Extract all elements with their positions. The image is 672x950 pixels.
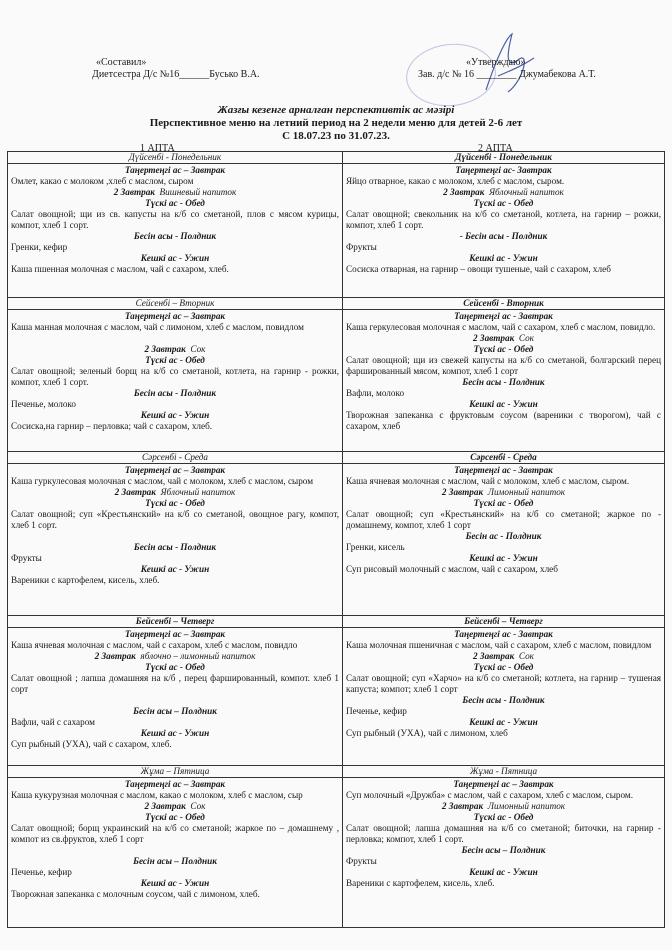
second-breakfast-item: Яблочный напиток (489, 187, 564, 197)
second-breakfast-item: Лимонный напиток (487, 487, 566, 497)
breakfast-heading: Таңертеңгі ас - Завтрак (454, 629, 553, 639)
breakfast-heading: Таңертеңгі ас – Завтрак (453, 779, 554, 789)
day-header-week2: Сейсенбі - Вторник (343, 298, 665, 310)
breakfast-heading: Таңертеңгі ас – Завтрак (124, 165, 226, 175)
dinner-items: Суп рыбный (УХА), чай с сахаром, хлеб. (11, 739, 172, 749)
day-header-week2: Дүйсенбі - Понедельник (343, 152, 665, 164)
second-breakfast-label: 2 Завтрак (144, 801, 186, 811)
menu-cell-week1 (8, 778, 343, 928)
breakfast-heading: Таңертеңгі ас - Завтрак (454, 311, 553, 321)
menu-cell-week1 (8, 628, 343, 766)
week-1-label: 1 АПТА (140, 143, 175, 154)
title-kazakh: Жазғы кезенге арналған перспективтік ас мәзірі (217, 104, 455, 116)
second-breakfast (11, 487, 339, 498)
breakfast-items: Каша гуркулесовая молочная с маслом, чай с молоком, хлеб с маслом, сыром (11, 476, 314, 486)
lunch-items: Салат овощной; борщ украинский на к/б со сметаной; жаркое по – домашнему , компот из св.фруктов, хлеб 1 сорт (11, 823, 339, 844)
composer-block (92, 57, 260, 81)
dinner-items: Вареники с картофелем, кисель, хлеб. (11, 575, 160, 585)
day-header-week1: Дүйсенбі - Понедельник (8, 152, 343, 164)
menu-cell-week2 (343, 464, 665, 616)
snack-items: Печенье, кефир (11, 867, 72, 877)
second-breakfast-item: Вишневый напиток (159, 187, 237, 197)
second-breakfast-item: яблочно – лимонный напиток (140, 651, 256, 661)
second-breakfast (11, 651, 339, 662)
lunch-heading: Түскі ас - Обед (145, 662, 205, 672)
second-breakfast-label: 2 Завтрак (473, 333, 515, 343)
snack-items: Печенье, кефир (346, 706, 407, 716)
dinner-items: Творожная запеканка с фруктовым соусом (вареники с творогом), чай с сахаром, хлеб (346, 410, 661, 431)
dinner-items: Каша пшенная молочная с маслом, чай с сахаром, хлеб. (11, 264, 229, 274)
dinner-items: Вареники с картофелем, кисель, хлеб. (346, 878, 495, 888)
lunch-heading: Түскі ас - Обед (145, 355, 205, 365)
lunch-heading: Түскі ас - Обед (145, 812, 205, 822)
second-breakfast (11, 801, 339, 812)
breakfast-heading: Таңертеңгі ас – Завтрак (124, 629, 226, 639)
dinner-items: Сосиска,на гарнир – перловка; чай с сахаром, хлеб. (11, 421, 213, 431)
second-breakfast (346, 801, 661, 812)
second-breakfast-label: 2 Завтрак (113, 187, 155, 197)
day-header-week2: Бейсенбі – Четверг (343, 616, 665, 628)
lunch-heading: Түскі ас - Обед (473, 198, 534, 208)
second-breakfast-item: Сок (190, 344, 206, 354)
week-2-label: 2 АПТА (478, 143, 513, 154)
snack-items: Гренки, кефир (11, 242, 68, 252)
snack-heading: Бесін асы - Полдник (133, 388, 217, 398)
dinner-items: Творожная запеканка с молочным соусом, чай с лимоном, хлеб. (11, 889, 260, 899)
dinner-heading: Кешкі ас - Ужин (469, 717, 538, 727)
day-header-row (8, 616, 665, 628)
approver-signature-line: Зав. д/с № 16 ________ Джумабекова А.Т. (418, 69, 596, 80)
second-breakfast (346, 651, 661, 662)
day-header-week1: Бейсенбі – Четверг (8, 616, 343, 628)
menu-cell-week1 (8, 310, 343, 452)
snack-items: Фрукты (346, 856, 377, 866)
day-header-week2: Жұма - Пятница (343, 766, 665, 778)
dinner-heading: Кешкі ас - Ужин (469, 553, 538, 563)
dinner-heading: Кешкі ас - Ужин (469, 399, 538, 409)
dinner-heading: Кешкі ас - Ужин (140, 410, 210, 420)
lunch-items: Салат овощной; зеленый борщ на к/б со сметаной, котлета, на гарнир - рожки, компот, хлеб 1 сорт. (11, 366, 339, 387)
second-breakfast-label: 2 Завтрак (441, 487, 484, 497)
day-header-row (8, 452, 665, 464)
breakfast-items: Каша манная молочная с маслом, чай с лимоном, хлеб с маслом, повидлом (11, 322, 304, 332)
lunch-items: Салат овощной; лапша домашняя на к/б со сметаной; биточки, на гарнир - перловка; компот, хлеб 1 сорт. (346, 823, 661, 844)
lunch-heading: Түскі ас - Обед (473, 662, 534, 672)
second-breakfast-item: Сок (518, 333, 534, 343)
snack-heading: Бесін ас - Полдник (465, 531, 542, 541)
second-breakfast (346, 187, 661, 198)
approver-label: «Утверждаю» (466, 57, 526, 68)
lunch-items: Салат овощной; суп «Крестьянский» на к/б со сметаной; жаркое по - домашнему, компот, хлеб 1 сорт (346, 509, 661, 530)
breakfast-items: Омлет, какао с молоком ,хлеб с маслом, сыром (11, 176, 194, 186)
snack-items: Вафли, чай с сахаром (11, 717, 95, 727)
menu-cell-week2 (343, 628, 665, 766)
breakfast-items: Каша ячневая молочная с маслом, чай с молоком, хлеб с маслом, сыром. (346, 476, 630, 486)
second-breakfast-item: Сок (518, 651, 534, 661)
breakfast-items: Каша кукурузная молочная с маслом, какао с молоком, хлеб с маслом, сыр (11, 790, 303, 800)
lunch-heading: Түскі ас - Обед (473, 344, 534, 354)
dinner-items: Сосиска отварная, на гарнир – овощи тушеные, чай с сахаром, хлеб (346, 264, 611, 274)
snack-heading: Бесін асы - Полдник (462, 695, 545, 705)
second-breakfast (11, 187, 339, 198)
day-header-week1: Жұма – Пятница (8, 766, 343, 778)
menu-table (7, 151, 665, 928)
snack-items: Вафли, молоко (346, 388, 405, 398)
second-breakfast-label: 2 Завтрак (441, 801, 484, 811)
breakfast-items: Каша геркулесовая молочная с маслом, чай с сахаром, хлеб с маслом, повидло. (346, 322, 656, 332)
snack-items: Фрукты (11, 553, 42, 563)
lunch-heading: Түскі ас - Обед (473, 812, 534, 822)
day-menu-row (8, 778, 665, 928)
breakfast-items: Яйцо отварное, какао с молоком, хлеб с маслом, сыром. (346, 176, 565, 186)
lunch-items: Салат овощной; щи из свежей капусты на к/б со сметаной, болгарский перец фаршированный мясом, компот, хлеб 1 сорт (346, 355, 661, 376)
snack-heading: Бесін асы - Полдник (133, 231, 217, 241)
second-breakfast (11, 344, 339, 355)
composer-signature-line: Диетсестра Д/с №16______Бусько В.А. (92, 69, 260, 80)
snack-heading: Бесін асы – Полдник (461, 845, 546, 855)
day-menu-row (8, 464, 665, 616)
second-breakfast-label: 2 Завтрак (144, 344, 186, 354)
snack-items: Фрукты (346, 242, 377, 252)
day-menu-row (8, 164, 665, 298)
breakfast-heading: Таңертеңгі ас – Завтрак (124, 311, 226, 321)
day-header-row (8, 298, 665, 310)
breakfast-items: Каша ячневая молочная с маслом, чай с сахаром, хлеб с маслом, повидло (11, 640, 298, 650)
second-breakfast-label: 2 Завтрак (473, 651, 515, 661)
dinner-heading: Кешкі ас - Ужин (140, 564, 210, 574)
day-header-week2: Сәрсенбі - Среда (343, 452, 665, 464)
composer-label: «Составил» (96, 57, 147, 68)
breakfast-heading: Таңертеңгі ас – Завтрак (124, 465, 226, 475)
second-breakfast-label: 2 Завтрак (114, 487, 156, 497)
snack-heading: Бесін асы - Полдник (133, 542, 217, 552)
lunch-items: Салат овощной; суп «Харчо» на к/б со сметаной; котлета, на гарнир – тушеная капуста; компот; хлеб 1 сорт (346, 673, 661, 694)
lunch-items: Салат овощной; суп «Крестьянский» на к/б со сметаной, овощное рагу, компот, хлеб 1 сорт. (11, 509, 339, 530)
snack-items: Печенье, молоко (11, 399, 77, 409)
second-breakfast-item: Яблочный напиток (160, 487, 236, 497)
day-header-week1: Сәрсенбі - Среда (8, 452, 343, 464)
breakfast-heading: Таңертеңгі ас- Завтрак (455, 165, 552, 175)
snack-heading: - Бесін асы - Полдник (459, 231, 548, 241)
dinner-heading: Кешкі ас - Ужин (140, 728, 210, 738)
dinner-heading: Кешкі ас - Ужин (469, 867, 538, 877)
lunch-items: Салат овощной; свекольник на к/б со сметаной, котлета, на гарнир – рожки, компот, хлеб 1 сорт. (346, 209, 661, 230)
second-breakfast-label: 2 Завтрак (94, 651, 136, 661)
dinner-heading: Кешкі ас - Ужин (140, 253, 210, 263)
dinner-heading: Кешкі ас - Ужин (469, 253, 538, 263)
title-russian: Перспективное меню на летний период на 2 недели меню для детей 2-6 лет (149, 117, 523, 129)
snack-items: Гренки, кисель (346, 542, 405, 552)
second-breakfast-item: Лимонный напиток (487, 801, 566, 811)
snack-heading: Бесін асы – Полдник (133, 706, 217, 716)
snack-heading: Бесін асы – Полдник (133, 856, 217, 866)
breakfast-items: Суп молочный «Дружба» с маслом, чай с сахаром, хлеб с маслом, сыром. (346, 790, 634, 800)
second-breakfast-label: 2 Завтрак (443, 187, 485, 197)
second-breakfast (346, 487, 661, 498)
dinner-heading: Кешкі ас - Ужин (140, 878, 210, 888)
approver-block (418, 57, 596, 81)
lunch-items: Салат овощной ; лапша домашняя на к/б , перец фаршированный, компот. хлеб 1 сорт (11, 673, 339, 694)
menu-cell-week2 (343, 778, 665, 928)
second-breakfast (346, 333, 661, 344)
lunch-heading: Түскі ас - Обед (145, 498, 205, 508)
breakfast-heading: Таңертеңгі ас - Завтрак (454, 465, 553, 475)
title-dates: С 18.07.23 по 31.07.23. (282, 130, 390, 142)
menu-cell-week1 (8, 164, 343, 298)
menu-cell-week2 (343, 164, 665, 298)
menu-cell-week1 (8, 464, 343, 616)
lunch-items: Салат овощной; щи из св. капусты на к/б со сметаной, плов с мясом курицы, компот, хлеб 1 сорт. (11, 209, 339, 230)
snack-heading: Бесін асы - Полдник (462, 377, 545, 387)
day-menu-row (8, 310, 665, 452)
lunch-heading: Түскі ас - Обед (145, 198, 205, 208)
dinner-items: Суп рыбный (УХА), чай с лимоном, хлеб (346, 728, 508, 738)
dinner-items: Суп рисовый молочный с маслом, чай с сахаром, хлеб (346, 564, 558, 574)
day-header-row (8, 766, 665, 778)
breakfast-items: Каша молочная пшеничная с маслом, чай с сахаром, хлеб с маслом, повидлом (346, 640, 652, 650)
day-header-week1: Сейсенбі – Вторник (8, 298, 343, 310)
lunch-heading: Түскі ас - Обед (473, 498, 534, 508)
second-breakfast-item: Сок (190, 801, 206, 811)
menu-cell-week2 (343, 310, 665, 452)
day-header-row (8, 152, 665, 164)
day-menu-row (8, 628, 665, 766)
breakfast-heading: Таңертеңгі ас – Завтрак (124, 779, 226, 789)
